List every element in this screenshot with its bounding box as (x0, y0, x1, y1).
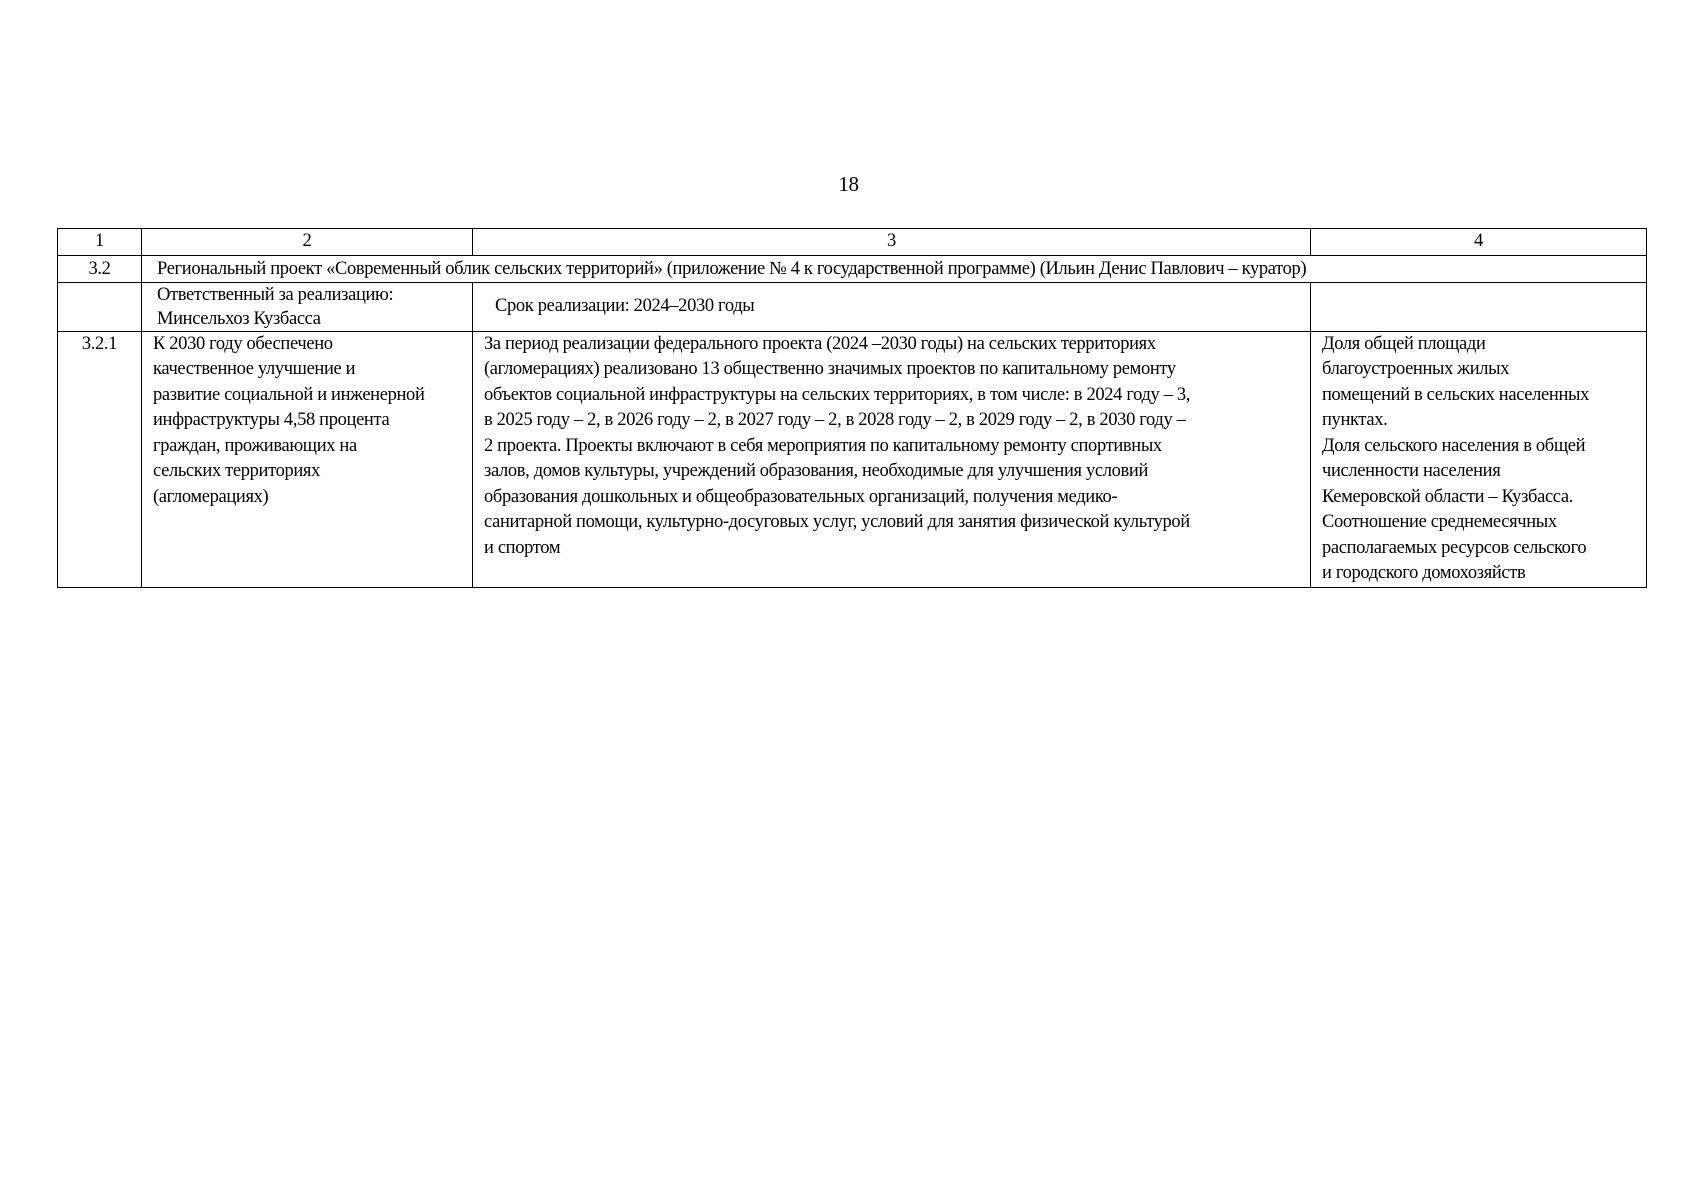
description-line: (агломерациях) реализовано 13 общественно значимых проектов по капитальному ремонту (484, 359, 1176, 379)
section-title: Региональный проект «Современный облик сельских территорий» (приложение № 4 к государственной программе) (Ильин Денис Павлович – куратор) (142, 255, 1647, 282)
indicator-line: Кемеровской области – Кузбасса. (1322, 486, 1574, 507)
column-number-4: 4 (1311, 229, 1647, 256)
program-table (57, 228, 1647, 588)
responsible-cell (142, 282, 473, 331)
indicator-line: и городского домохозяйств (1322, 563, 1526, 583)
responsible-row (58, 282, 1647, 331)
responsible-label: Ответственный за реализацию: (157, 284, 394, 305)
description-line: За период реализации федерального проекта (2024 –2030 годы) на сельских территориях (484, 333, 1156, 354)
section-number: 3.2 (58, 255, 142, 282)
indicator-line: Соотношение среднемесячных (1322, 512, 1557, 532)
indicator-line: помещений в сельских населенных (1322, 384, 1589, 405)
goal-line: (агломерациях) (153, 486, 269, 507)
column-number-1: 1 (58, 229, 142, 256)
responsible-empty-cell (58, 282, 142, 331)
goal-line: развитие социальной и инженерной (153, 384, 425, 405)
responsible-empty-cell-4 (1311, 282, 1647, 331)
page-number: 18 (838, 172, 859, 196)
description-line: объектов социальной инфраструктуры на сельских территориях, в том числе: в 2024 году – 3, (484, 384, 1191, 405)
indicator-line: Доля общей площади (1322, 333, 1486, 354)
row-number: 3.2.1 (58, 331, 142, 587)
indicator-line: Доля сельского населения в общей (1322, 435, 1586, 456)
goal-line: К 2030 году обеспечено (153, 333, 333, 354)
description-line: и спортом (484, 537, 561, 558)
description-line: санитарной помощи, культурно-досуговых услуг, условий для занятия физической культурой (484, 512, 1190, 532)
row-goal-cell (142, 331, 473, 587)
description-line: залов, домов культуры, учреждений образования, необходимые для улучшения условий (484, 461, 1148, 481)
goal-line: граждан, проживающих на (153, 435, 357, 456)
description-line: 2 проекта. Проекты включают в себя мероприятия по капитальному ремонту спортивных (484, 435, 1162, 456)
implementation-period: Срок реализации: 2024–2030 годы (473, 282, 1311, 331)
indicator-line: пунктах. (1322, 410, 1388, 430)
row-indicators-cell (1311, 331, 1647, 587)
table-row (58, 331, 1647, 587)
indicator-line: благоустроенных жилых (1322, 359, 1510, 379)
column-number-row (58, 229, 1647, 256)
responsible-ministry: Минсельхоз Кузбасса (157, 308, 321, 329)
column-number-3: 3 (473, 229, 1311, 256)
goal-line: сельских территориях (153, 461, 320, 481)
goal-line: качественное улучшение и (153, 359, 356, 379)
goal-line: инфраструктуры 4,58 процента (153, 410, 390, 430)
description-line: образования дошкольных и общеобразовательных организаций, получения медико- (484, 486, 1118, 507)
description-line: в 2025 году – 2, в 2026 году – 2, в 2027 году – 2, в 2028 году – 2, в 2029 году – 2, в 2030 году – (484, 410, 1186, 430)
column-number-2: 2 (142, 229, 473, 256)
indicator-line: располагаемых ресурсов сельского (1322, 537, 1587, 558)
row-description-cell (473, 331, 1311, 587)
section-row (58, 255, 1647, 282)
indicator-line: численности населения (1322, 461, 1501, 481)
